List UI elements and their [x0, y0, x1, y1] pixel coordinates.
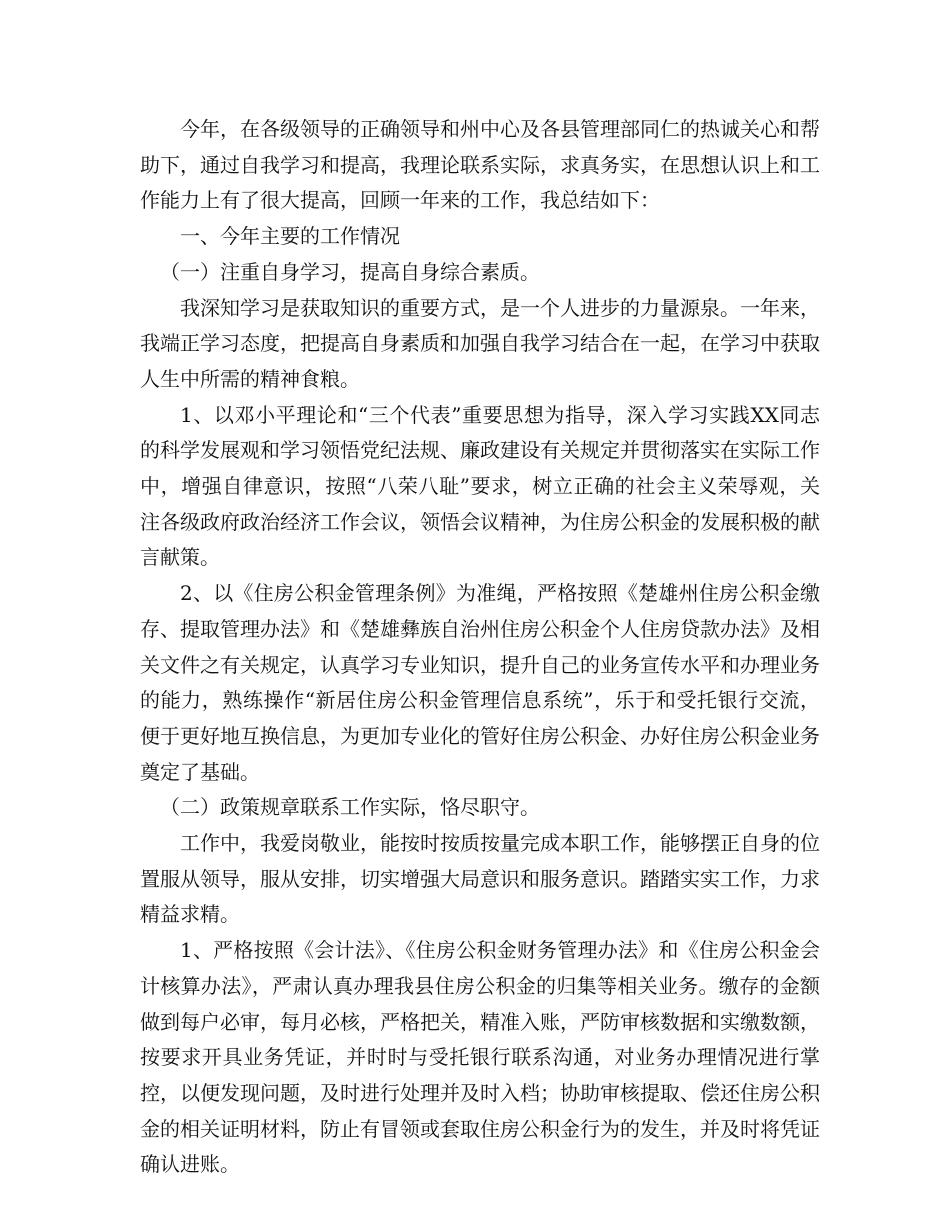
body-paragraph: 工作中，我爱岗敬业，能按时按质按量完成本职工作，能够摆正自身的位置服从领导，服从安排，切实增强大局意识和服务意识。踏踏实实工作，力求精益求精。	[140, 831, 820, 927]
numbered-paragraph: 2、以《住房公积金管理条例》为准绳，严格按照《楚雄州住房公积金缴存、提取管理办法》和《楚雄彝族自治州住房公积金个人住房贷款办法》及相关文件之有关规定，认真学习专业知识，提升自己的业务宣传水平和办理业务的能力，熟练操作“新居住房公积金管理信息系统”，乐于和受托银行交流，便于更好地互换信息，为更加专业化的管好住房公积金、办好住房公积金业务奠定了基础。	[140, 581, 820, 784]
numbered-paragraph: 1、严格按照《会计法》、《住房公积金财务管理办法》和《住房公积金会计核算办法》，严肃认真办理我县住房公积金的归集等相关业务。缴存的金额做到每户必审，每月必核，严格把关，精准入账，严防审核数据和实缴数额，按要求开具业务凭证，并时时与受托银行联系沟通，对业务办理情况进行掌控，以便发现问题，及时进行处理并及时入档；协助审核提取、偿还住房公积金的相关证明材料，防止有冒领或套取住房公积金行为的发生，并及时将凭证确认进账。	[140, 938, 820, 1177]
section-heading: 一、今年主要的工作情况	[180, 224, 400, 249]
intro-paragraph: 今年，在各级领导的正确领导和州中心及各县管理部同仁的热诚关心和帮助下，通过自我学习和提高，我理论联系实际，求真务实，在思想认识上和工作能力上有了很大提高，回顾一年来的工作，我总结如下：	[140, 117, 820, 213]
body-paragraph: 我深知学习是获取知识的重要方式，是一个人进步的力量源泉。一年来，我端正学习态度，把提高自身素质和加强自我学习结合在一起，在学习中获取人生中所需的精神食粮。	[140, 295, 820, 391]
subsection-heading: （一）注重自身学习，提高自身综合素质。	[160, 259, 540, 284]
subsection-heading: （二）政策规章联系工作实际，恪尽职守。	[160, 795, 540, 820]
document-body	[140, 112, 820, 1183]
numbered-paragraph: 1、以邓小平理论和“三个代表”重要思想为指导，深入学习实践XX同志的科学发展观和学习领悟党纪法规、廉政建设有关规定并贯彻落实在实际工作中，增强自律意识，按照“八荣八耻”要求，树立正确的社会主义荣辱观，关注各级政府政治经济工作会议，领悟会议精神，为住房公积金的发展积极的献言献策。	[140, 402, 820, 570]
